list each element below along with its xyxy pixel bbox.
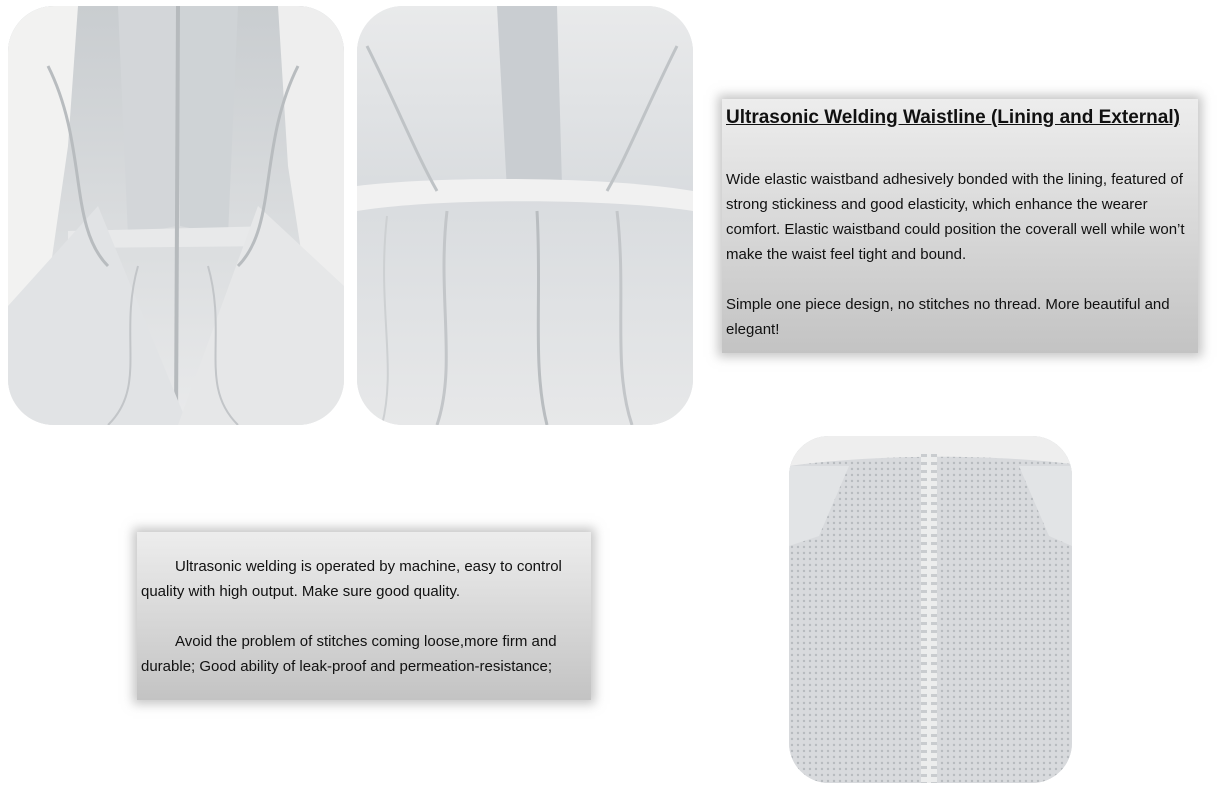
welded-seam-illustration bbox=[789, 436, 1072, 783]
waistline-paragraph-1: Wide elastic waistband adhesively bonded with the lining, featured of strong stickiness and good elasticity, which enhance the wearer comfort. Elastic waistband could position the coverall well while won’t make the waist feel tight and bound. bbox=[726, 171, 1185, 263]
waistline-title: Ultrasonic Welding Waistline (Lining and External) bbox=[726, 107, 1180, 128]
waist-lining-photo bbox=[8, 6, 344, 425]
welding-paragraph-2: Avoid the problem of stitches coming loose,more firm and durable; Good ability of leak-proof and permeation-resistance; bbox=[141, 633, 557, 675]
welding-description-box bbox=[137, 532, 591, 700]
waist-lining-illustration bbox=[8, 6, 344, 425]
waist-external-illustration bbox=[357, 6, 693, 425]
waist-external-photo bbox=[357, 6, 693, 425]
waistline-description-box bbox=[722, 99, 1198, 353]
waistline-paragraph-2: Simple one piece design, no stitches no thread. More beautiful and elegant! bbox=[726, 296, 1170, 338]
welded-seam-closeup-photo bbox=[789, 436, 1072, 783]
welding-paragraph-1: Ultrasonic welding is operated by machine, easy to control quality with high output. Make sure good quality. bbox=[141, 558, 562, 600]
